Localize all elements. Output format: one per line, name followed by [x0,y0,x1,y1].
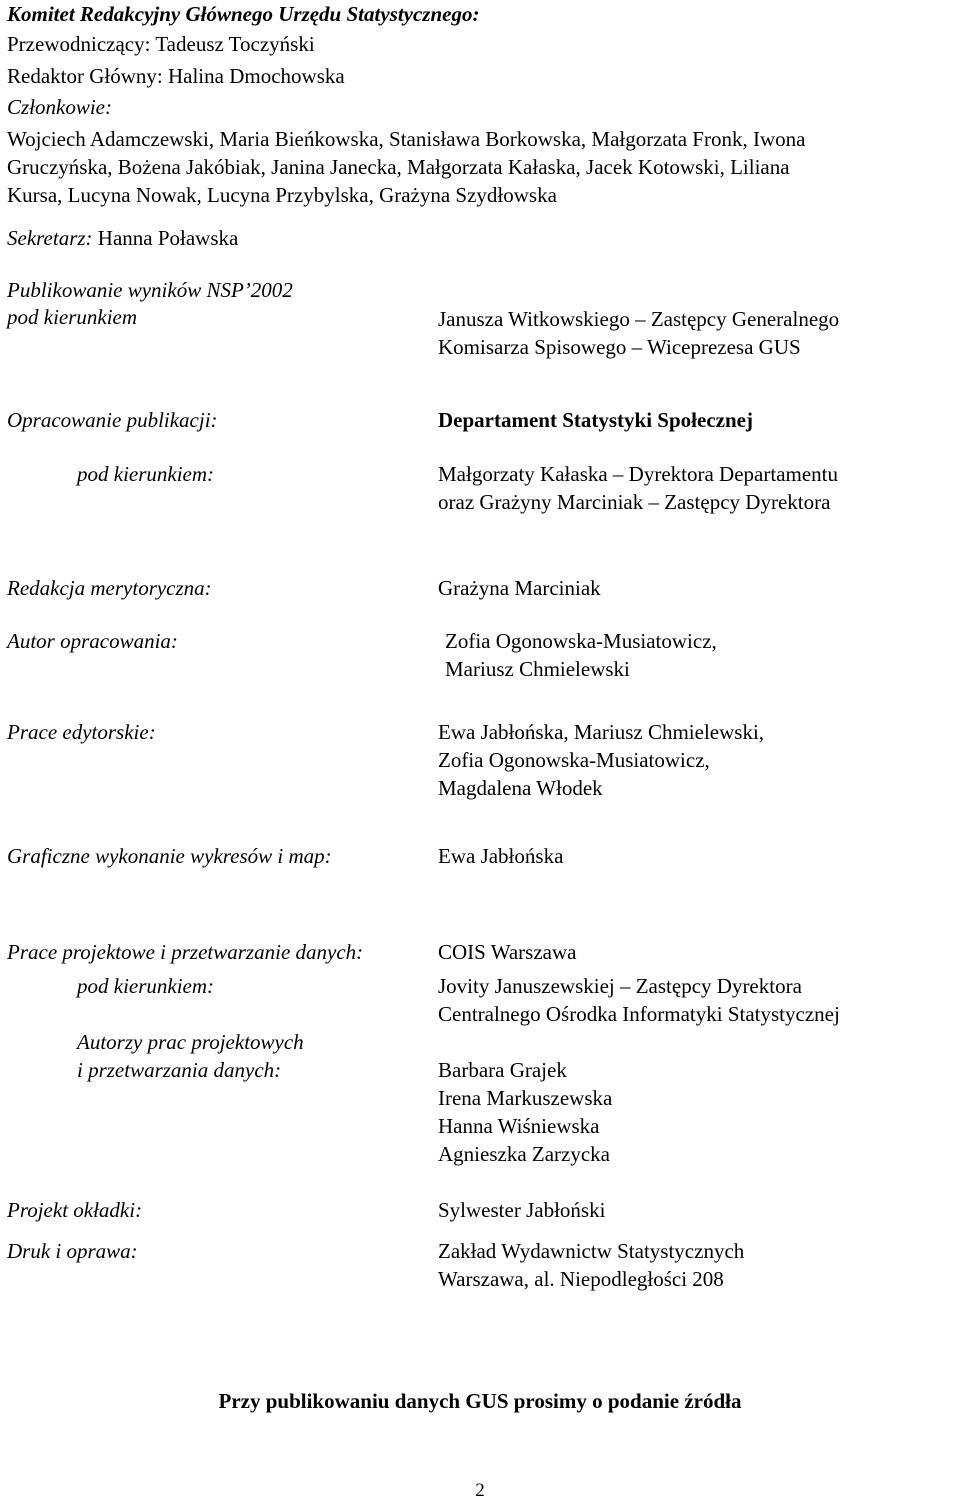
processing-author-3: Hanna Wiśniewska [438,1114,600,1138]
processing-author-1: Barbara Grajek [438,1058,567,1082]
nsp-value-line1: Janusza Witkowskiego – Zastępcy Generalnego [438,307,840,331]
processing-sub-label: pod kierunkiem: [77,974,215,998]
committee-heading: Komitet Redakcyjny Głównego Urzędu Statystycznego: [7,2,480,26]
chair-label: Przewodniczący: [7,32,151,56]
members-line-1: Wojciech Adamczewski, Maria Bieńkowska, Stanisława Borkowska, Małgorzata Fronk, Iwona [7,127,806,151]
editor-name: Halina Dmochowska [167,64,345,88]
secretary-name: Hanna Poławska [97,226,239,250]
publication-value-line2: oraz Grażyny Marciniak – Zastępcy Dyrektora [438,490,831,514]
processing-label: Prace projektowe i przetwarzanie danych: [7,940,364,964]
nsp-label-line2: pod kierunkiem [7,305,138,329]
nsp-value-line2: Komisarza Spisowego – Wiceprezesa GUS [438,335,801,359]
members-list [7,125,952,209]
print-value-line2: Warszawa, al. Niepodległości 208 [438,1267,724,1291]
committee-secretary [7,224,238,252]
print-label: Druk i oprawa: [7,1239,138,1263]
processing-author-2: Irena Markuszewska [438,1086,613,1110]
author-value-line1: Zofia Ogonowska-Musiatowicz, [445,629,717,653]
members-line-3: Kursa, Lucyna Nowak, Lucyna Przybylska, Grażyna Szydłowska [7,183,557,207]
publication-label: Opracowanie publikacji: [7,408,218,432]
author-value-line2: Mariusz Chmielewski [445,657,630,681]
edits-value-line3: Magdalena Włodek [438,776,603,800]
committee-chair [7,30,315,58]
editorial-value: Grażyna Marciniak [438,576,601,600]
page-number: 2 [475,1480,485,1501]
processing-authors-label-line2: i przetwarzania danych: [77,1058,282,1082]
processing-authors-label-line1: Autorzy prac projektowych [77,1030,304,1054]
secretary-label: Sekretarz: [7,226,93,250]
publication-dept: Departament Statystyki Społecznej [438,408,753,432]
source-note: Przy publikowaniu danych GUS prosimy o podanie źródła [218,1389,742,1413]
author-label: Autor opracowania: [7,629,178,653]
chair-name: Tadeusz Toczyński [155,32,315,56]
processing-value: COIS Warszawa [438,940,577,964]
processing-author-4: Agnieszka Zarzycka [438,1142,610,1166]
edits-label: Prace edytorskie: [7,720,156,744]
graphics-label: Graficzne wykonanie wykresów i map: [7,844,332,868]
nsp-label-line1: Publikowanie wyników NSP’2002 [7,278,293,302]
processing-sub-value-line2: Centralnego Ośrodka Informatyki Statystycznej [438,1002,840,1026]
members-line-2: Gruczyńska, Bożena Jakóbiak, Janina Janecka, Małgorzata Kałaska, Jacek Kotowski, Liliana [7,155,790,179]
graphics-value: Ewa Jabłońska [438,844,564,868]
print-value-line1: Zakład Wydawnictw Statystycznych [438,1239,745,1263]
edits-value-line1: Ewa Jabłońska, Mariusz Chmielewski, [438,720,765,744]
publication-sub-label: pod kierunkiem: [77,462,215,486]
processing-sub-value-line1: Jovity Januszewskiej – Zastępcy Dyrektora [438,974,802,998]
edits-value-line2: Zofia Ogonowska-Musiatowicz, [438,748,710,772]
publication-value-line1: Małgorzaty Kałaska – Dyrektora Departamentu [438,462,839,486]
members-label: Członkowie: [7,95,112,119]
editorial-label: Redakcja merytoryczna: [7,576,212,600]
committee-editor [7,62,345,90]
cover-label: Projekt okładki: [7,1198,143,1222]
editor-label: Redaktor Główny: [7,64,163,88]
cover-value: Sylwester Jabłoński [438,1198,606,1222]
